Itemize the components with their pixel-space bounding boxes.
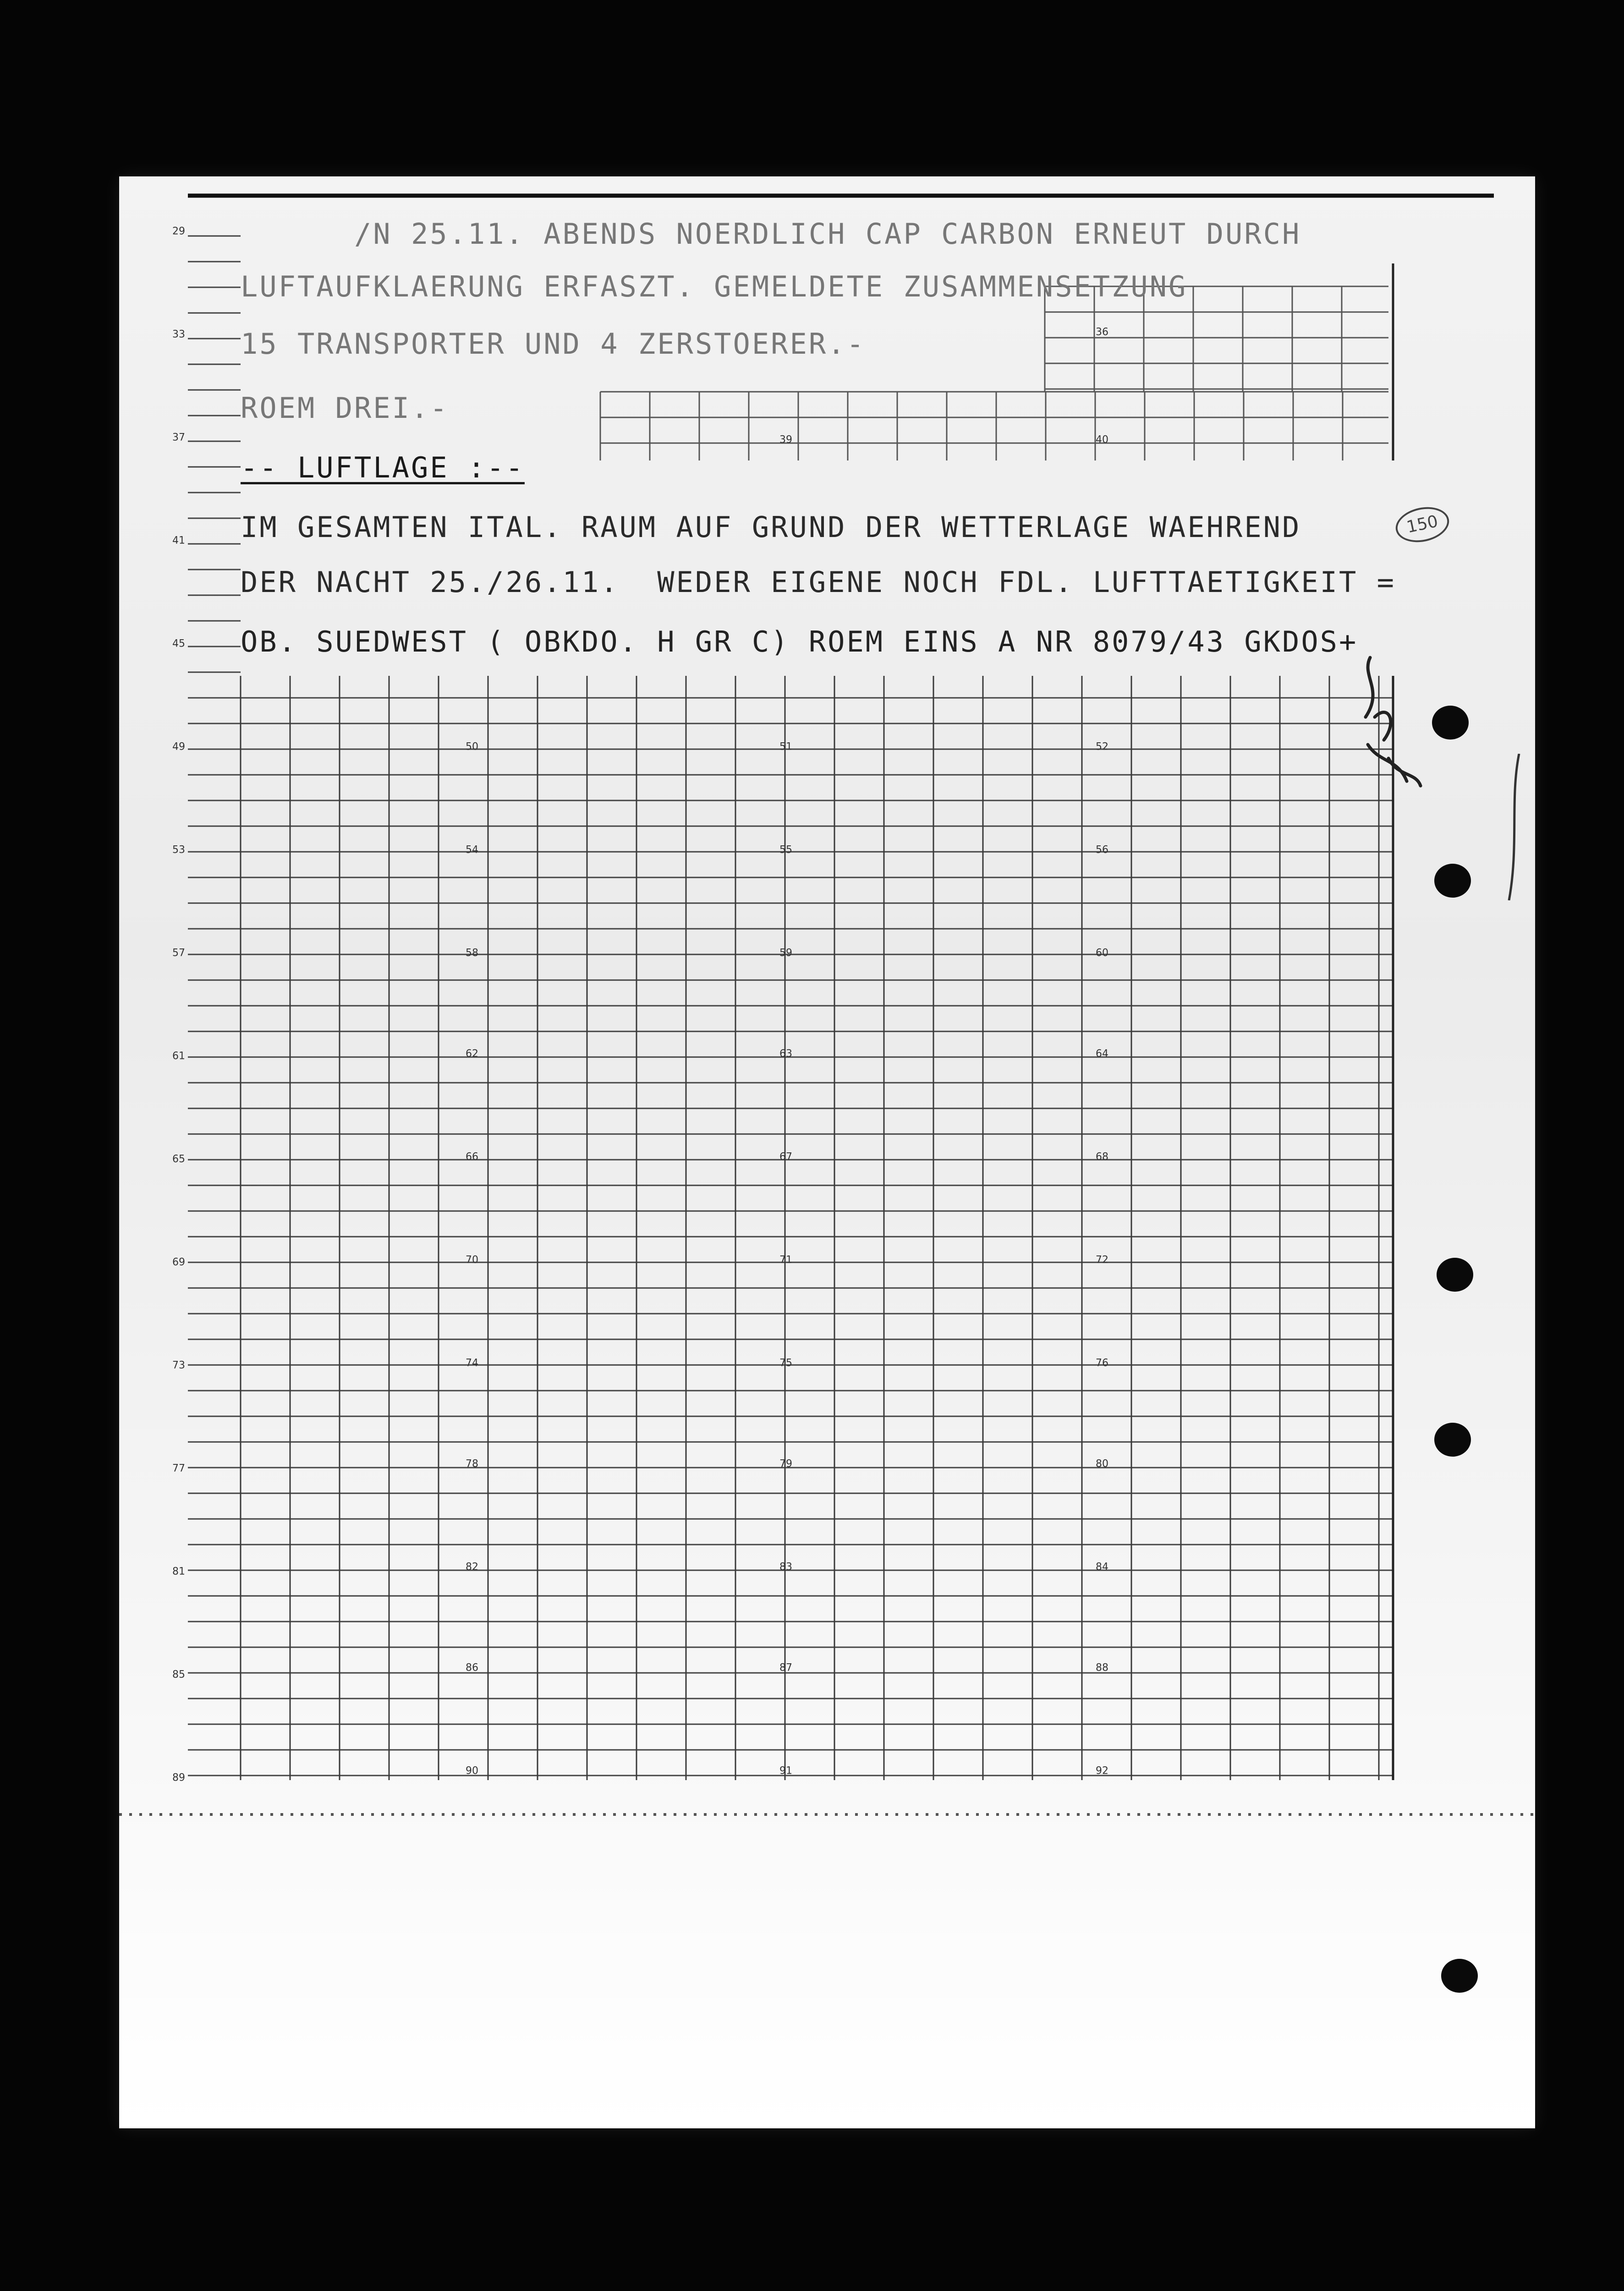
column-number: 39 xyxy=(779,434,792,446)
message-line-7: DER NACHT 25./26.11. WEDER EIGENE NOCH FDL. LUFTTAETIGKEIT = xyxy=(241,565,1396,599)
punch-hole-5 xyxy=(1441,1959,1478,1993)
column-number: 78 xyxy=(466,1458,478,1470)
punch-hole-3 xyxy=(1437,1258,1473,1292)
column-number: 68 xyxy=(1096,1151,1108,1163)
column-number: 36 xyxy=(1096,326,1108,338)
column-number: 59 xyxy=(779,947,792,959)
handwritten-stroke xyxy=(1505,754,1524,900)
column-number: 88 xyxy=(1096,1662,1108,1674)
column-number: 84 xyxy=(1096,1561,1108,1573)
column-number: 67 xyxy=(779,1151,792,1163)
column-number: 71 xyxy=(779,1254,792,1266)
column-number: 66 xyxy=(466,1151,478,1163)
line-number: 61 xyxy=(172,1050,185,1062)
line-number: 77 xyxy=(172,1463,185,1474)
line-number: 65 xyxy=(172,1153,185,1165)
stamp-number: 150 xyxy=(1393,503,1453,547)
message-heading-luftlage: -- LUFTLAGE :-- xyxy=(241,451,525,484)
message-line-6: IM GESAMTEN ITAL. RAUM AUF GRUND DER WETTERLAGE WAEHREND xyxy=(241,510,1301,544)
line-number: 57 xyxy=(172,947,185,959)
message-line-8: OB. SUEDWEST ( OBKDO. H GR C) ROEM EINS A NR 8079/43 GKDOS+ xyxy=(241,625,1358,658)
line-number: 37 xyxy=(172,432,185,444)
line-number: 41 xyxy=(172,535,185,547)
line-number: 49 xyxy=(172,741,185,753)
line-number: 69 xyxy=(172,1256,185,1268)
column-number: 58 xyxy=(466,947,478,959)
column-number: 86 xyxy=(466,1662,478,1674)
column-number: 92 xyxy=(1096,1765,1108,1777)
column-number: 40 xyxy=(1096,434,1108,446)
punch-hole-1 xyxy=(1432,706,1469,740)
column-number: 54 xyxy=(466,844,478,856)
column-number: 52 xyxy=(1096,741,1108,753)
line-number: 73 xyxy=(172,1359,185,1371)
line-number: 45 xyxy=(172,638,185,650)
column-number: 64 xyxy=(1096,1048,1108,1060)
column-number: 82 xyxy=(466,1561,478,1573)
column-number: 63 xyxy=(779,1048,792,1060)
message-line-1: /N 25.11. ABENDS NOERDLICH CAP CARBON ERNEUT DURCH xyxy=(241,217,1301,251)
column-number: 50 xyxy=(466,741,478,753)
column-number: 87 xyxy=(779,1662,792,1674)
column-number: 75 xyxy=(779,1357,792,1369)
column-number: 79 xyxy=(779,1458,792,1470)
line-number: 29 xyxy=(172,225,185,237)
column-number: 55 xyxy=(779,844,792,856)
column-number: 70 xyxy=(466,1254,478,1266)
column-number: 91 xyxy=(779,1765,792,1777)
line-number: 85 xyxy=(172,1669,185,1681)
column-number: 56 xyxy=(1096,844,1108,856)
line-number: 53 xyxy=(172,844,185,856)
punch-hole-2 xyxy=(1434,864,1471,898)
column-number: 51 xyxy=(779,741,792,753)
teleprinter-form-sheet xyxy=(119,176,1535,2128)
message-line-4: ROEM DREI.- xyxy=(241,391,449,425)
column-number: 72 xyxy=(1096,1254,1108,1266)
column-number: 80 xyxy=(1096,1458,1108,1470)
message-line-2: LUFTAUFKLAERUNG ERFASZT. GEMELDETE ZUSAMMENSETZUNG xyxy=(241,270,1188,303)
message-line-3: 15 TRANSPORTER UND 4 ZERSTOERER.- xyxy=(241,327,866,361)
line-number: 89 xyxy=(172,1772,185,1784)
column-number: 74 xyxy=(466,1357,478,1369)
column-number: 62 xyxy=(466,1048,478,1060)
column-number: 90 xyxy=(466,1765,478,1777)
line-number: 33 xyxy=(172,329,185,340)
column-number: 83 xyxy=(779,1561,792,1573)
punch-hole-4 xyxy=(1434,1423,1471,1457)
column-number: 76 xyxy=(1096,1357,1108,1369)
handwritten-mark xyxy=(1356,648,1434,800)
column-number: 60 xyxy=(1096,947,1108,959)
line-number: 81 xyxy=(172,1566,185,1578)
